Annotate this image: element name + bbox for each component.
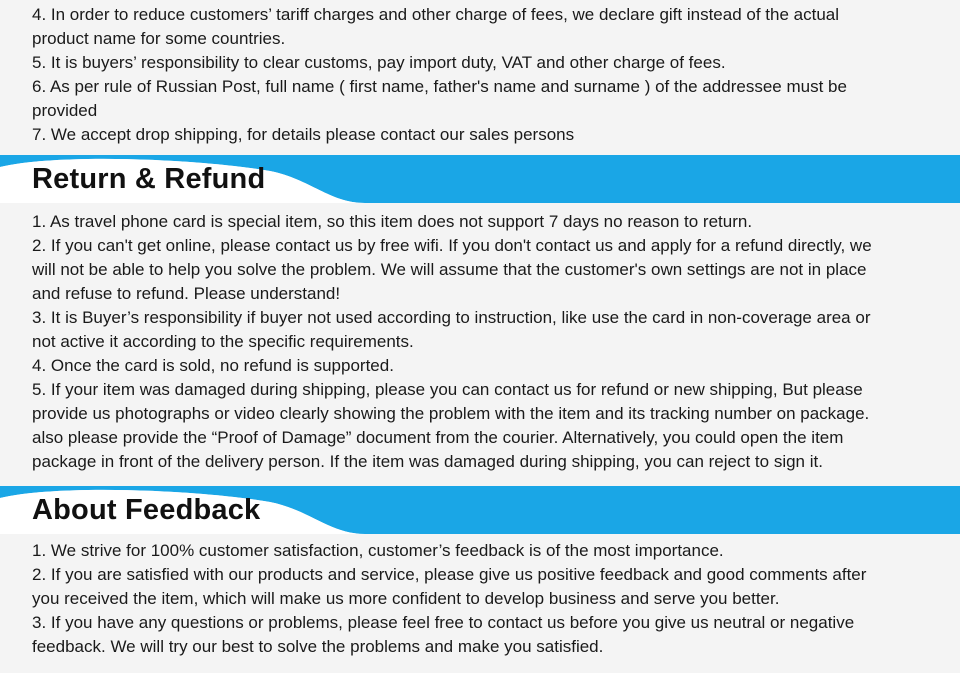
list-item: provide us photographs or video clearly showing the problem with the item and its tracking number on package. xyxy=(32,404,870,423)
return-refund-list xyxy=(32,210,932,474)
list-item: feedback. We will try our best to solve the problems and make you satisfied. xyxy=(32,637,604,656)
list-item: product name for some countries. xyxy=(32,29,286,48)
list-item: you received the item, which will make us more confident to develop business and serve you better. xyxy=(32,589,780,608)
about-feedback-banner xyxy=(0,486,960,534)
list-item: provided xyxy=(32,101,98,120)
list-item: 7. We accept drop shipping, for details please contact our sales persons xyxy=(32,125,575,144)
list-item: package in front of the delivery person. If the item was damaged during shipping, you can reject to sign it. xyxy=(32,452,823,471)
list-item: 1. We strive for 100% customer satisfaction, customer’s feedback is of the most importance. xyxy=(32,541,724,560)
list-item: not active it according to the specific requirements. xyxy=(32,332,414,351)
section-title: About Feedback xyxy=(32,494,261,526)
list-item: 3. If you have any questions or problems, please feel free to contact us before you give us neutral or negative xyxy=(32,613,855,632)
list-item: 5. If your item was damaged during shipping, please you can contact us for refund or new shipping, But please xyxy=(32,380,863,399)
feedback-list xyxy=(32,539,932,659)
list-item: 4. In order to reduce customers’ tariff charges and other charge of fees, we declare gift instead of the actual xyxy=(32,5,840,24)
return-refund-banner xyxy=(0,155,960,203)
list-item: 6. As per rule of Russian Post, full name ( first name, father's name and surname ) of the addressee must be xyxy=(32,77,847,96)
shipping-notes-list xyxy=(32,3,932,147)
list-item: 3. It is Buyer’s responsibility if buyer not used according to instruction, like use the card in non-coverage area or xyxy=(32,308,871,327)
list-item: also please provide the “Proof of Damage” document from the courier. Alternatively, you could open the item xyxy=(32,428,844,447)
list-item: 1. As travel phone card is special item, so this item does not support 7 days no reason to return. xyxy=(32,212,753,231)
list-item: 2. If you can't get online, please contact us by free wifi. If you don't contact us and apply for a refund directly, we xyxy=(32,236,872,255)
section-title: Return & Refund xyxy=(32,163,266,195)
list-item: 5. It is buyers’ responsibility to clear customs, pay import duty, VAT and other charge of fees. xyxy=(32,53,726,72)
list-item: will not be able to help you solve the problem. We will assume that the customer's own settings are not in place xyxy=(32,260,867,279)
list-item: 4. Once the card is sold, no refund is supported. xyxy=(32,356,394,375)
list-item: 2. If you are satisfied with our products and service, please give us positive feedback and good comments after xyxy=(32,565,867,584)
list-item: and refuse to refund. Please understand! xyxy=(32,284,341,303)
